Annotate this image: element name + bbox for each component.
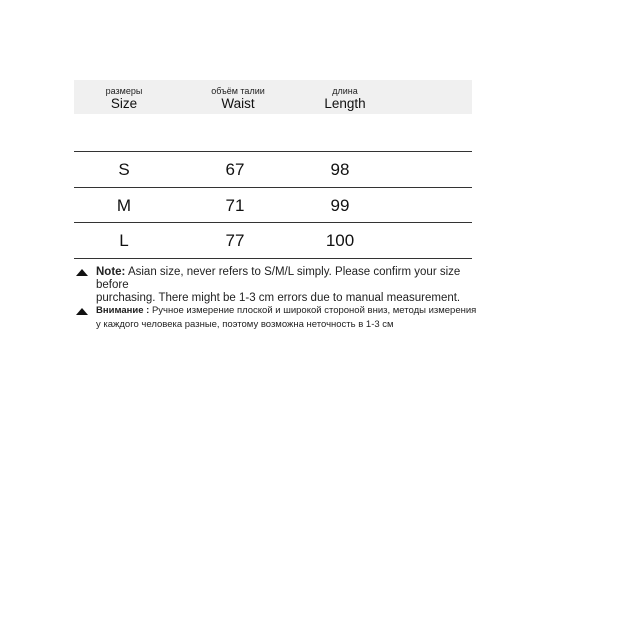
triangle-up-icon — [76, 269, 88, 276]
note-russian-body — [96, 304, 496, 332]
note-russian-label: Внимание : — [96, 305, 150, 316]
header-waist-ru: объём талии — [211, 86, 265, 96]
note-russian-line2: у каждого человека разные, поэтому возможна неточность в 1-3 см — [96, 319, 394, 330]
note-english-line1: Asian size, never refers to S/M/L simply. Please confirm your size before — [96, 266, 461, 291]
cell-length: 99 — [330, 196, 350, 215]
header-size-en: Size — [110, 96, 138, 111]
table-header — [74, 80, 472, 114]
cell-size: S — [118, 160, 130, 179]
header-length-en: Length — [324, 96, 366, 111]
cell-length: 98 — [330, 160, 350, 179]
cell-waist: 67 — [225, 160, 245, 179]
triangle-up-icon — [76, 308, 88, 315]
note-russian-line1: Ручное измерение плоской и широкой стороной вниз, методы измерения — [151, 305, 477, 316]
header-waist — [205, 86, 271, 111]
table-row — [74, 151, 472, 187]
cell-waist: 77 — [225, 231, 245, 250]
table-row — [74, 222, 472, 259]
cell-size: M — [116, 196, 132, 215]
note-english — [76, 266, 496, 305]
header-size-ru: размеры — [105, 86, 143, 96]
header-length-ru: длина — [332, 86, 358, 96]
table-row — [74, 187, 472, 223]
header-length — [315, 86, 375, 111]
header-size — [99, 86, 149, 111]
cell-waist: 71 — [225, 196, 245, 215]
cell-size: L — [119, 231, 129, 250]
header-waist-en: Waist — [221, 96, 255, 111]
cell-length: 100 — [325, 231, 355, 250]
note-english-line2: purchasing. There might be 1-3 cm errors due to manual measurement. — [96, 292, 461, 304]
note-russian — [76, 304, 496, 332]
note-english-body — [96, 266, 496, 305]
note-english-label: Note: — [96, 266, 126, 278]
